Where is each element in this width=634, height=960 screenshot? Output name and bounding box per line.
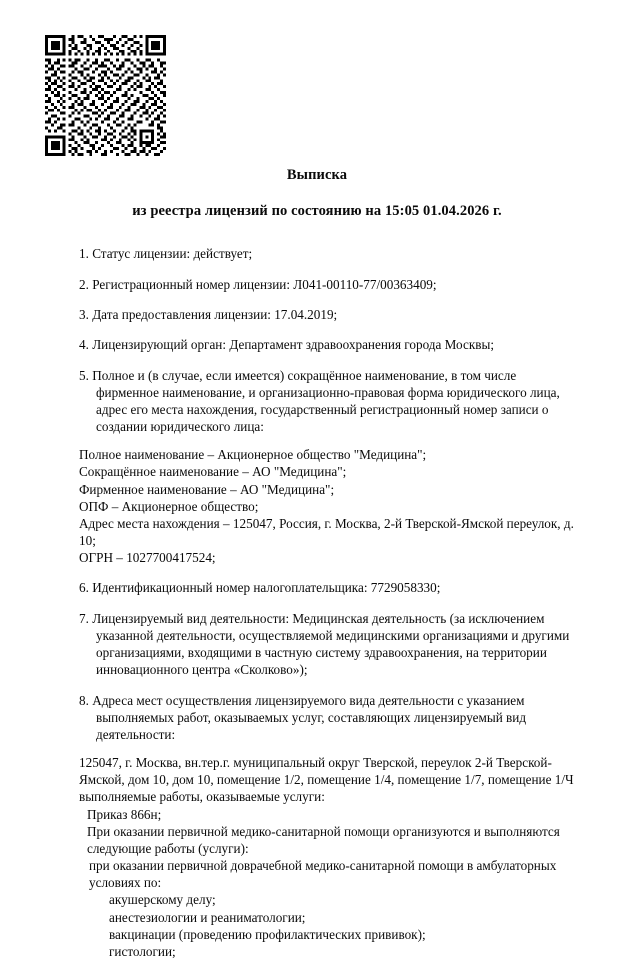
clause-1-license-status: 1. Статус лицензии: действует; [79,246,253,262]
clause-6-inn: 6. Идентификационный номер налогоплательщика: 7729058330; [79,580,441,596]
work-item: акушерскому делу; [109,892,216,908]
activity-address-block [79,754,579,960]
works-header: выполняемые работы, оказываемые услуги: [79,789,325,805]
works-subsection: при оказании первичной доврачебной медико-санитарной помощи в амбулаторных условиях по: [89,858,557,891]
title-block [0,166,634,221]
clause-7-activity-type: 7. Лицензируемый вид деятельности: Медицинская деятельность (за исключением указанной деятельности, осуществляемой медицинскими организациями и другими организациями, входящими в частную систему здравоохранения, на территории инновационного центра «Сколково»); [79,610,570,678]
page-subtitle: из реестра лицензий по состоянию на 15:05 01.04.2026 г. [132,202,502,219]
activity-address: 125047, г. Москва, вн.тер.г. муниципальный округ Тверской, переулок 2-й Тверской-Ямской, дом 10, дом 10, помещение 1/2, помещение 1/4, помещение 1/7, помещение 1/Ч [79,755,574,788]
company-short-name: Сокращённое наименование – АО "Медицина"; [79,464,347,480]
clause-2-registration-number: 2. Регистрационный номер лицензии: Л041-00110-77/00363409; [79,276,437,292]
clause-3-issue-date: 3. Дата предоставления лицензии: 17.04.2019; [79,306,338,322]
company-details-block [79,446,579,566]
company-legal-form: ОПФ – Акционерное общество; [79,498,259,514]
qr-code [45,35,166,156]
clause-5-entity-names: 5. Полное и (в случае, если имеется) сокращённое наименование, в том числе фирменное наименование, и организационно-правовая форма юридического лица, адрес его места нахождения, государственный регистрационный номер записи о создании юридического лица: [79,367,560,435]
work-item: анестезиологии и реаниматологии; [109,909,306,925]
works-intro: При оказании первичной медико-санитарной помощи организуются и выполняются следующие работы (услуги): [87,823,560,856]
company-address-line-1: Адрес места нахождения – 125047, Россия, г. Москва, 2-й Тверской-Ямской переулок, д. [79,515,574,531]
company-full-name: Полное наименование – Акционерное общество "Медицина"; [79,447,427,463]
order-reference: Приказ 866н; [87,806,162,822]
work-item: гистологии; [109,943,176,959]
clause-4-licensing-authority: 4. Лицензирующий орган: Департамент здравоохранения города Москвы; [79,337,494,353]
company-ogrn: ОГРН – 1027700417524; [79,550,216,566]
document-body [79,232,579,960]
company-address-line-2: 10; [79,532,96,548]
company-brand-name: Фирменное наименование – АО "Медицина"; [79,481,335,497]
work-item: вакцинации (проведению профилактических прививок); [109,926,426,942]
page-title: Выписка [286,167,348,183]
clause-8-activity-addresses: 8. Адреса мест осуществления лицензируемого вида деятельности с указанием выполняемых работ, оказываемых услуг, составляющих лицензируемый вид деятельности: [79,692,527,742]
